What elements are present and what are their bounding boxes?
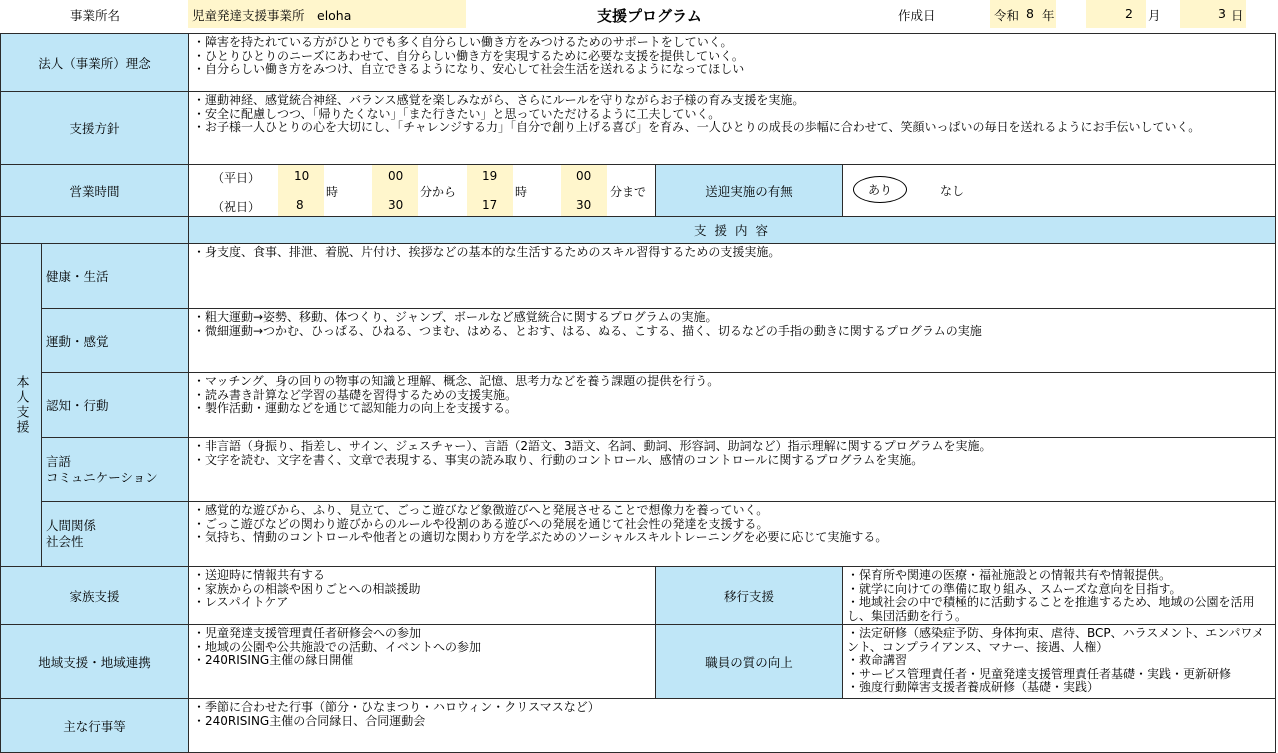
community-support-label: 地域支援・地域連携 [0,624,189,699]
holiday-end-min: 30 [576,198,592,212]
personal-support-label [0,243,42,567]
row-language-label [41,437,189,502]
holiday-start-min: 30 [388,198,404,212]
events-text: ・季節に合わせた行事（節分・ひなまつり・ハロウィン・クリスマスなど） ・240RISING主催の合同縁日、合同運動会 [188,698,1276,753]
date-month-bg [1086,0,1146,28]
hour-unit-1: 時 [326,185,339,199]
row-health-label: 健康・生活 [41,243,189,309]
created-date-label: 作成日 [898,8,936,23]
weekday-end-hour: 19 [482,169,498,183]
events-label: 主な行事等 [0,698,189,753]
weekday-start-min: 00 [388,169,404,183]
holiday-label: （祝日） [212,200,261,214]
weekday-end-min: 00 [576,169,592,183]
staff-quality-label: 職員の質の向上 [655,624,843,699]
transport-label: 送迎実施の有無 [655,164,843,217]
philosophy-label: 法人（事業所）理念 [0,33,189,92]
weekday-start-hour: 10 [294,169,310,183]
family-support-label: 家族支援 [0,566,189,625]
transport-no[interactable]: なし [940,184,965,198]
row-cognition-text: ・マッチング、身の回りの物事の知識と理解、概念、記憶、思考力などを養う課題の提供を行う。 ・読み書き計算など学習の基礎を習得するための支援実施。 ・製作活動・運動などを通じて認知能力の向上を支援する。 [188,372,1276,438]
transport-yes-circle[interactable] [853,176,907,203]
date-month-unit: 月 [1148,8,1161,23]
office-name-value: 児童発達支援事業所 eloha [192,8,352,23]
transition-support-text: ・保育所や関連の医療・福祉施設との情報共有や情報提供。 ・就学に向けての準備に取り組み、スムーズな意向を目指す。 ・地域社会の中で積極的に活動することを推進するため、地域の公園を活用し、集団活動を行う。 [842,566,1276,625]
row-health-text: ・身支度、食事、排泄、着脱、片付け、挨拶などの基本的な生活するためのスキル習得するための支援実施。 [188,243,1276,309]
row-motor-text: ・粗大運動→姿勢、移動、体つくり、ジャンプ、ボールなど感覚統合に関するプログラムの実施。 ・微細運動→つかむ、ひっぱる、ひねる、つまむ、はめる、とおす、はる、ぬる、こする、描く、切るなどの手指の動きに関するプログラムの実施 [188,308,1276,373]
transport-cell [842,164,1276,217]
office-name-label: 事業所名 [70,8,121,23]
policy-text: ・運動神経、感覚統合神経、バランス感覚を楽しみながら、さらにルールを守りながらお子様の育み支援を実施。 ・安全に配慮しつつ、「帰りたくない」「また行きたい」と思っていただけるように工夫していく。 ・お子様一人ひとりの心を大切にし、「チャレンジする力」「自分で創り上げる喜び」を育み、一人ひとりの成長の歩幅に合わせて、笑顔いっぱいの毎日を送れるようにお手伝いしていく。 [188,91,1276,165]
row-cognition-label: 認知・行動 [41,372,189,438]
date-year: 8 [1026,6,1034,21]
support-content-header: 支 援 内 容 [188,216,1276,244]
policy-label: 支援方針 [0,91,189,165]
to-unit: 分まで [610,185,647,199]
transport-yes: あり [867,183,892,197]
date-day-unit: 日 [1231,8,1244,23]
from-unit: 分から [420,185,457,199]
row-language-label-text: 言語 コミュニケーション [46,453,158,485]
family-support-text: ・送迎時に情報共有する ・家族からの相談や困りごとへの相談援助 ・レスパイトケア [188,566,656,625]
community-support-text: ・児童発達支援管理責任者研修会への参加 ・地域の公園や公共施設での活動、イベントへの参加 ・240RISING主催の縁日開催 [188,624,656,699]
date-month: 2 [1125,6,1133,21]
row-motor-label: 運動・感覚 [41,308,189,373]
row-social-label-text: 人間関係 社会性 [46,518,97,549]
row-social-label [41,501,189,567]
date-era: 令和 [994,8,1020,23]
row-social-text: ・感覚的な遊びから、ふり、見立て、ごっこ遊びなど象徴遊びへと発展させることで想像力を養っていく。 ・ごっこ遊びなどの関わり遊びからのルールや役割のある遊びへの発展を通じて社会性の発達を支援する。 ・気持ち、情動のコントロールや他者との適切な関わり方を学ぶためのソーシャルスキルトレーニングを必要に応じて実施する。 [188,501,1276,567]
weekday-label: （平日） [212,171,261,185]
date-year-unit: 年 [1042,8,1055,23]
hours-label: 営業時間 [0,164,189,217]
transition-support-label: 移行支援 [655,566,843,625]
support-content-header-left [0,216,189,244]
date-day: 3 [1218,6,1226,21]
philosophy-text: ・障害を持たれている方がひとりでも多く自分らしい働き方をみつけるためのサポートをしていく。 ・ひとりひとりのニーズにあわせて、自分らしい働き方を実現するために必要な支援を提供していく。 ・自分らしい働き方をみつけ、自立できるようになり、安心して社会生活を送れるようになってほしい [188,33,1276,92]
holiday-start-hour: 8 [296,198,304,212]
staff-quality-text: ・法定研修（感染症予防、身体拘束、虐待、BCP、ハラスメント、エンパワメント、コンプライアンス、マナー、接遇、人権） ・救命講習 ・サービス管理責任者・児童発達支援管理責任者基礎・実践・更新研修 ・強度行動障害支援者養成研修（基礎・実践） [842,624,1276,699]
holiday-end-hour: 17 [482,198,498,212]
row-language-text: ・非言語（身振り、指差し、サイン、ジェスチャー）、言語（2語文、3語文、名詞、動詞、形容詞、助詞など）指示理解に関するプログラムを実施。 ・文字を読む、文字を書く、文章で表現する、事実の読み取り、行動のコントロール、感情のコントロールに関するプログラムを実施。 [188,437,1276,502]
personal-support-label-text: 本人支援 [13,375,29,435]
page-title: 支援プログラム [597,7,702,25]
hour-unit-2: 時 [515,185,528,199]
